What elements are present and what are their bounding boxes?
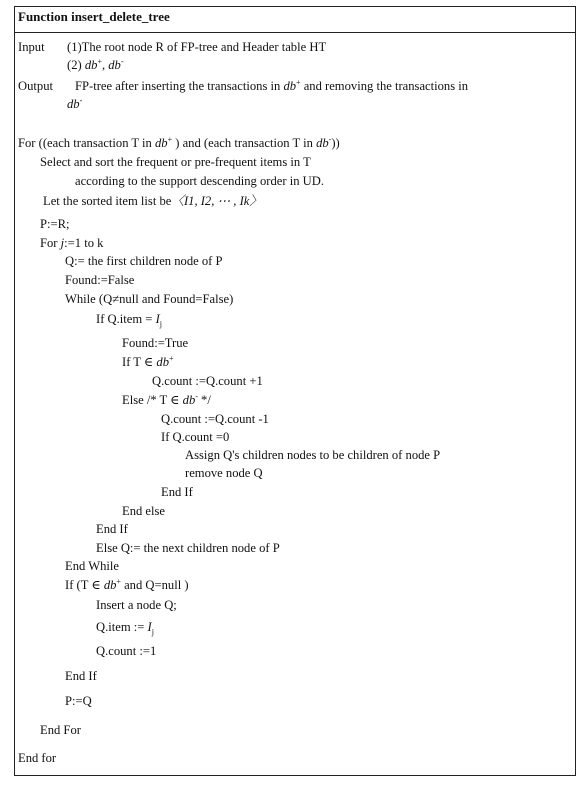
remove-q-line: remove node Q	[185, 466, 263, 480]
output-line: FP-tree after inserting the transactions in db+ and removing the transactions in	[75, 77, 469, 93]
input-line-2: (2) db+, db-	[67, 56, 124, 72]
if-count-zero-line: If Q.count =0	[161, 430, 230, 444]
end-for-final-line: End for	[18, 751, 57, 765]
end-while-line: End While	[65, 559, 119, 573]
end-for-line: End For	[40, 723, 81, 737]
count-minus-line: Q.count :=Q.count -1	[161, 412, 269, 426]
select-line-2: according to the support descending order in UD.	[75, 174, 325, 188]
found-true-line: Found:=True	[122, 336, 189, 350]
output-line-2: db-	[67, 95, 83, 111]
end-if-line: End If	[96, 522, 128, 536]
algorithm-title: Function insert_delete_tree	[18, 9, 170, 24]
found-false-line: Found:=False	[65, 273, 135, 287]
p-assign-line: P:=R;	[40, 217, 70, 231]
count-plus-line: Q.count :=Q.count +1	[152, 374, 263, 388]
else-comment-line: Else /* T ∈ db- */	[122, 391, 211, 407]
if-item-line: If Q.item = $I_j$	[96, 312, 162, 329]
if-t-in-line: If T ∈ db+	[122, 353, 174, 369]
for-j-line: For j:=1 to k	[40, 236, 104, 250]
select-line-1: Select and sort the frequent or pre-frequent items in T	[40, 155, 311, 169]
insert-node-line: Insert a node Q;	[96, 598, 177, 612]
assign-children-line: Assign Q's children nodes to be children of node P	[185, 448, 441, 462]
if-insert-line: If (T ∈ db+ and Q=null )	[65, 576, 189, 592]
algorithm-box	[14, 6, 576, 776]
sorted-list-line: Let the sorted item list be〈I1, I2, ⋯ , Ik〉	[43, 194, 262, 208]
end-if-inner-line: End If	[161, 485, 193, 499]
q-item-assign-line: Q.item := $I_j$	[96, 620, 154, 637]
while-line: While (Q≠null and Found=False)	[65, 292, 234, 306]
input-label: Input	[18, 40, 45, 54]
outer-for-line: For ((each transaction T in db+ ) and (each transaction T in db-))	[18, 134, 340, 150]
output-label: Output	[18, 79, 53, 93]
title-divider	[15, 32, 575, 33]
else-next-line: Else Q:= the next children node of P	[96, 541, 280, 555]
end-else-line: End else	[122, 504, 166, 518]
q-first-line: Q:= the first children node of P	[65, 254, 223, 268]
q-count-one-line: Q.count :=1	[96, 644, 157, 658]
p-q-line: P:=Q	[65, 694, 92, 708]
end-if-outer-line: End If	[65, 669, 97, 683]
input-line-1: (1)The root node R of FP-tree and Header table HT	[67, 40, 327, 54]
